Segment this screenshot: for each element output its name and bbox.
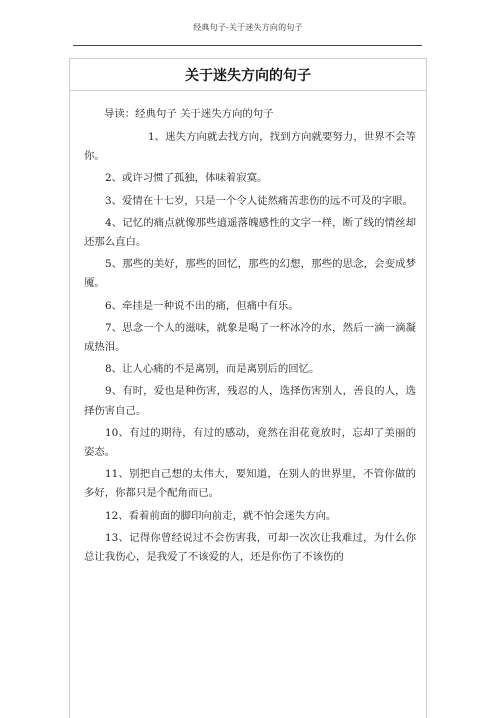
running-header: 经典句子-关于迷失方向的句子 [193,23,303,32]
paragraph-item: 2、或许习惯了孤独，体味着寂寞。 [105,172,268,185]
paragraph-item: 1、迷失方向就去找方向，找到方向就要努力，世界不会等你。 [84,131,416,163]
paragraph-item: 3、爱情在十七岁，只是一个令人徒然痛苦悲伤的远不可及的字眼。 [105,194,413,207]
intro-line: 导读：经典句子 关于迷失方向的句子 [104,108,274,120]
title-row [70,59,426,91]
paragraph-item: 5、那些的美好，那些的回忆，那些的幻想，那些的思念，会变成梦魇。 [84,258,416,290]
document-title: 关于迷失方向的句子 [185,68,311,84]
paragraph-item: 6、牵挂是一种说不出的痛，但痛中有乐。 [105,299,299,312]
paragraph-item: 9、有时，爱也是种伤害，残忍的人，选择伤害别人，善良的人，选择伤害自己。 [84,385,416,417]
paragraph-item: 11、别把自己想的太伟大，要知道，在别人的世界里，不管你做的多好，你都只是个配角而已。 [84,468,416,500]
document-frame [69,58,427,718]
paragraph-item: 7、思念一个人的滋味，就象是喝了一杯冰冷的水，然后一滴一滴凝成热泪。 [84,321,416,354]
paragraph-item: 10、有过的期待，有过的感动，竟然在泪花竟放时，忘却了美丽的姿态。 [84,426,416,459]
paragraph-item: 12、看着前面的脚印向前走，就不怕会迷失方向。 [105,509,337,522]
paragraph-item: 4、记忆的痛点就像那些逍遥落魄感性的文字一样，断了线的情丝却还那么直白。 [84,216,416,249]
document-body [84,105,416,570]
header-rule [73,45,422,46]
paragraph-item: 13、记得你曾经说过不会伤害我，可却一次次让我难过，为什么你总让我伤心，是我爱了不该爱的人，还是你伤了不该伤的 [84,531,416,564]
paragraph-item: 8、让人心痛的不是离别，而是离别后的回忆。 [105,363,320,376]
